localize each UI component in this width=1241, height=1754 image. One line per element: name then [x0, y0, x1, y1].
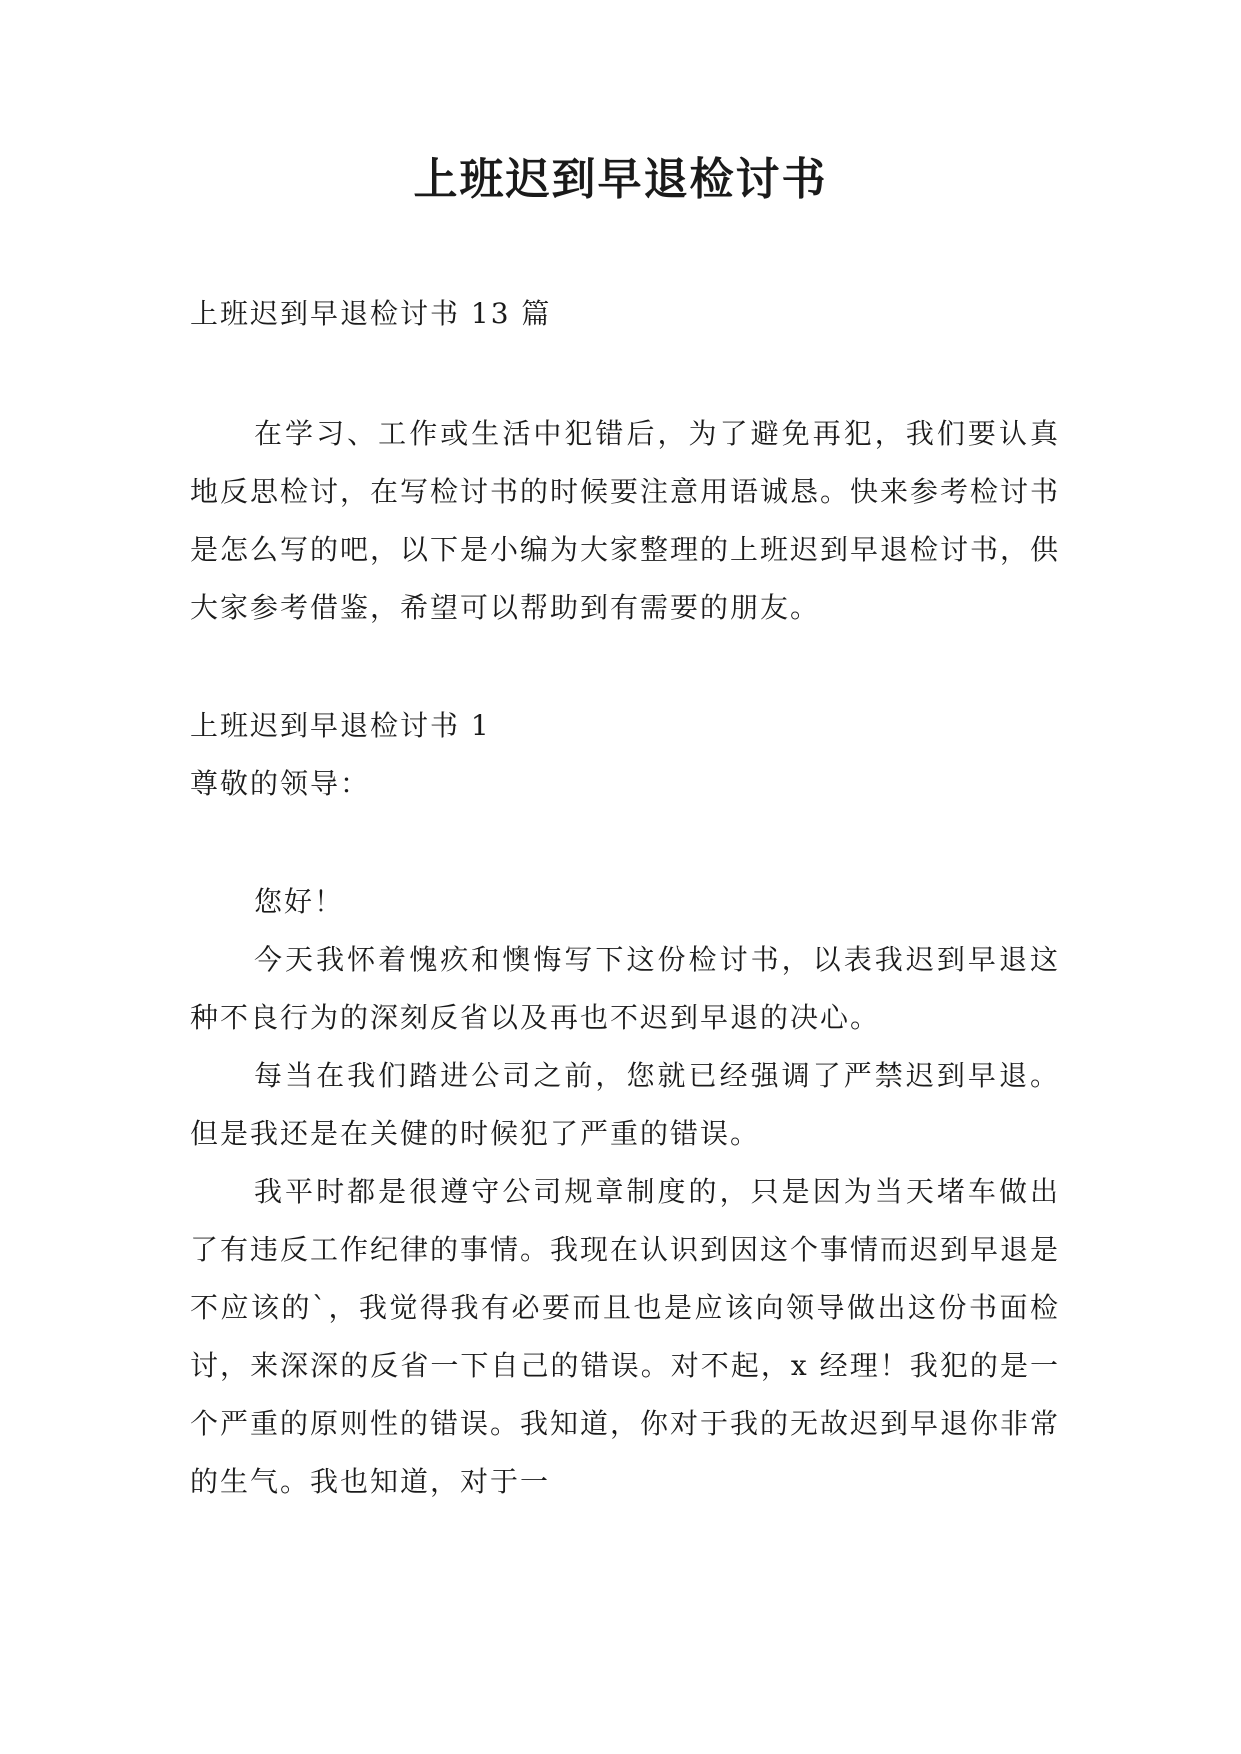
- body-paragraph: 今天我怀着愧疚和懊悔写下这份检讨书，以表我迟到早退这种不良行为的深刻反省以及再也不迟到早退的决心。: [190, 943, 1060, 1034]
- body-paragraph: 每当在我们踏进公司之前，您就已经强调了严禁迟到早退。但是我还是在关健的时候犯了严重的错误。: [190, 1059, 1060, 1150]
- document-title: 上班迟到早退检讨书: [413, 154, 828, 205]
- document-body: [190, 285, 1060, 1511]
- document-subtitle: 上班迟到早退检讨书 13 篇: [190, 297, 552, 330]
- intro-paragraph: 在学习、工作或生活中犯错后，为了避免再犯，我们要认真地反思检讨，在写检讨书的时候要注意用语诚恳。快来参考检讨书是怎么写的吧，以下是小编为大家整理的上班迟到早退检讨书，供大家参考借鉴，希望可以帮助到有需要的朋友。: [190, 417, 1061, 624]
- body-paragraph: 我平时都是很遵守公司规章制度的，只是因为当天堵车做出了有违反工作纪律的事情。我现在认识到因这个事情而迟到早退是不应该的`，我觉得我有必要而且也是应该向领导做出这份书面检讨，来深深的反省一下自己的错误。对不起，x 经理！我犯的是一个严重的原则性的错误。我知道，你对于我的无故迟到早退你非常的生气。我也知道，对于一: [190, 1175, 1061, 1498]
- section-heading: 上班迟到早退检讨书 1: [190, 709, 491, 742]
- greeting: 您好！: [254, 885, 345, 918]
- spacer: [190, 813, 1060, 873]
- spacer: [190, 343, 1060, 405]
- spacer: [190, 637, 1060, 697]
- salutation: 尊敬的领导：: [190, 767, 371, 800]
